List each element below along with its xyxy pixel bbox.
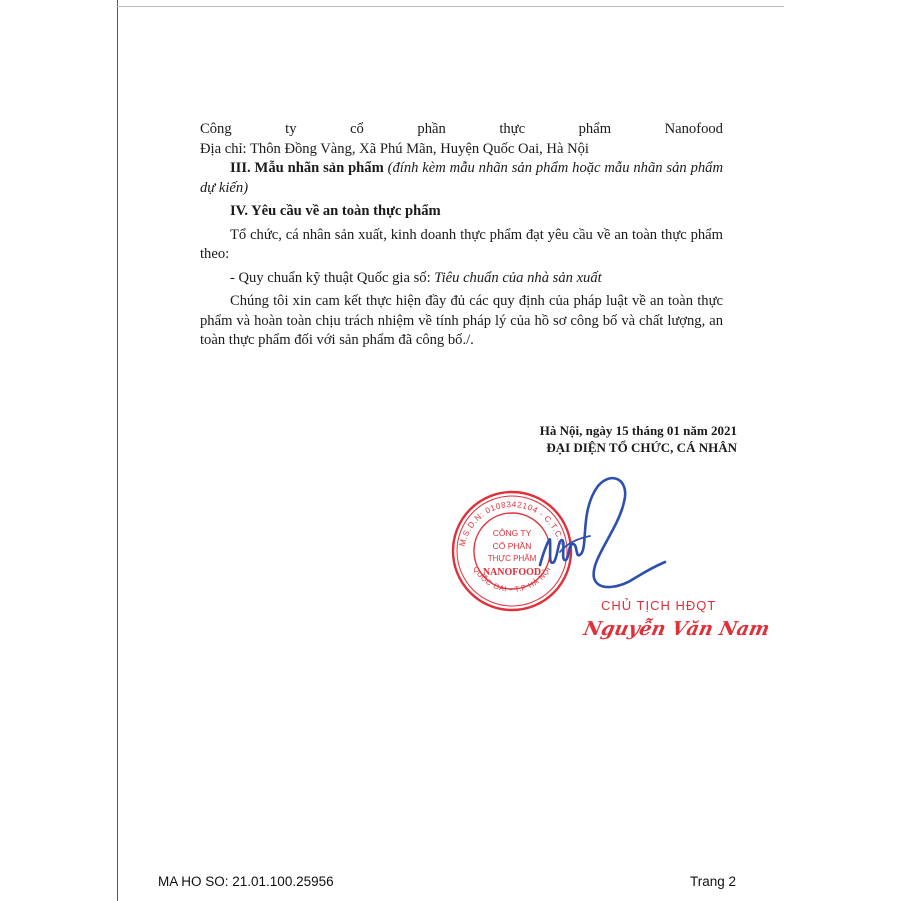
seal-line-4: NANOFOOD — [482, 567, 542, 578]
standard-value: Tiêu chuẩn của nhà sản xuất — [434, 269, 602, 286]
company-word: phẩm — [578, 121, 612, 137]
commitment-paragraph: Chúng tôi xin cam kết thực hiện đầy đủ các quy định của pháp luật về an toàn thực phẩm và hoàn toàn chịu trách nhiệm về tính pháp lý của hồ sơ công bố và chất lượng, an toàn thực phẩm đối với sản phẩm đã công bố./. — [200, 293, 723, 348]
company-word: Nanofood — [664, 121, 723, 137]
signature-header — [540, 422, 737, 456]
representative-label: ĐẠI DIỆN TỔ CHỨC, CÁ NHÂN — [546, 440, 737, 455]
company-word: ty — [285, 121, 297, 137]
section-4 — [200, 202, 723, 351]
seal-line-2: CỔ PHẦN — [492, 541, 532, 551]
seal-line-1: CÔNG TY — [492, 528, 532, 538]
company-word: cổ — [350, 121, 364, 137]
seal-line-3: THỰC PHẨM — [487, 554, 537, 563]
record-number: MA HO SO: 21.01.100.25956 — [158, 874, 334, 889]
company-line — [200, 120, 723, 140]
seal-ring-text: M.S.D.N: 0108342104 - C.T.C.P — [457, 499, 567, 548]
page-number: Trang 2 — [690, 874, 737, 889]
section-4-intro: Tổ chức, cá nhân sản xuất, kinh doanh thực phẩm đạt yêu cầu về an toàn thực phẩm theo: — [200, 226, 723, 262]
company-block — [200, 120, 723, 159]
signer-title: CHỦ TỊCH HĐQT — [601, 598, 717, 613]
company-word: Công — [200, 121, 232, 137]
section-4-heading: IV. Yêu cầu về an toàn thực phẩm — [230, 203, 441, 219]
page-top-edge — [117, 6, 784, 7]
seal-bottom-text: QUỐC OAI - T.P HÀ NỘI — [471, 564, 553, 594]
company-word: thực — [499, 121, 526, 137]
company-word: phần — [417, 121, 446, 137]
address-line: Địa chỉ: Thôn Đồng Vàng, Xã Phú Mãn, Huyện Quốc Oai, Hà Nội — [200, 140, 589, 157]
section-3 — [200, 159, 723, 198]
standard-line — [200, 269, 723, 289]
section-3-heading: III. Mẫu nhãn sản phẩm — [230, 160, 384, 176]
section-3-note: (đính kèm mẫu nhãn sản phẩm hoặc mẫu nhãn sản phẩm dự kiến) — [200, 160, 723, 196]
handwritten-signature — [520, 470, 670, 605]
place-date: Hà Nội, ngày 15 tháng 01 năm 2021 — [539, 423, 737, 438]
standard-label: - Quy chuẩn kỹ thuật Quốc gia số: — [230, 269, 431, 286]
signer-name: Nguyễn Văn Nam — [581, 618, 772, 640]
